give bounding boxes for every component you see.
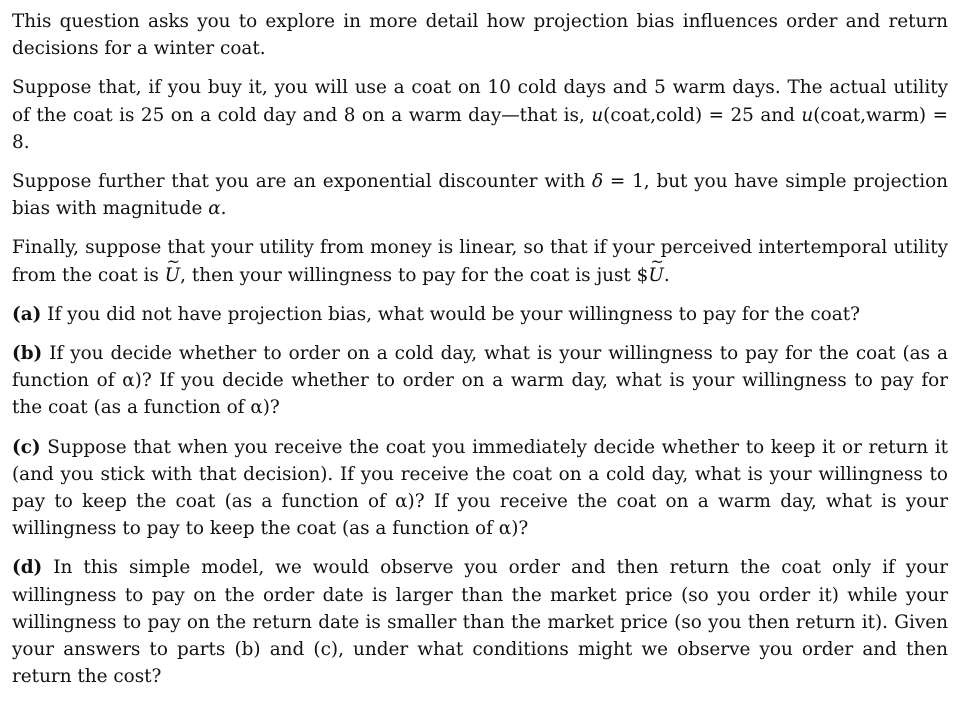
delta-symbol: δ [592,171,604,193]
utility-symbol-cold: u [591,104,604,126]
question-c [12,434,948,543]
discount-text-3: . [220,198,227,220]
discount-text-2: = 1, but you have simple projection bias with magnitude [12,171,948,220]
question-c-text: Suppose that when you receive the coat you immediately decide whether to keep it or return it (and you stick with that decision). If you receive the coat on a cold day, what is your willingness to pay to keep the coat (as a function of α)? If you receive the coat on a warm day, what is your willingness to pay to keep the coat (as a function of α)? [12,436,948,540]
discount-text-1: Suppose further that you are an exponential discounter with [12,171,593,193]
utility-symbol-warm: u [801,104,814,126]
intro-paragraph [12,8,948,62]
intro-text: This question asks you to explore in more detail how projection bias influences order and return decisions for a winter coat. [12,11,948,60]
u-tilde-symbol-2: ~ U [648,262,664,289]
question-d-label: (d) [12,557,43,579]
question-d-text: In this simple model, we would observe you order and then return the coat only if your willingness to pay on the order date is larger than the market price (so you order it) while your willingness to pay on the return date is smaller than the market price (so you then return it). Given your answers to parts (b) and (c), under what conditions might we observe you order and then return the cost? [12,557,948,688]
setup-text-1: Suppose that, if you buy it, you will use a coat on 10 cold days and 5 warm days. The actual utility of the coat is 25 on a cold day and 8 on a warm day—that is, [12,77,948,126]
utility-args-cold: (coat,cold) [603,104,703,126]
money-text-3: . [663,264,670,286]
question-b-text: If you decide whether to order on a cold day, what is your willingness to pay for the coat (as a function of α)? If you decide whether to order on a warm day, what is your willingness to pay for the coat (as a function of α)? [12,343,948,419]
money-text-2: , then your willingness to pay for the coat is just $ [180,264,649,286]
question-d [12,554,948,690]
utility-args-warm: (coat,warm) [813,104,927,126]
question-a [12,301,948,328]
question-c-label: (c) [12,436,41,458]
setup-eq-2: = 8. [12,104,948,153]
question-a-label: (a) [12,303,42,325]
question-a-text: If you did not have projection bias, what would be your willingness to pay for the coat? [41,303,860,325]
question-b-label: (b) [12,343,43,365]
alpha-symbol: α [208,198,221,220]
money-paragraph [12,234,948,288]
document-page [12,8,948,702]
question-b [12,340,948,422]
setup-paragraph [12,74,948,156]
setup-eq-1: = 25 and [702,104,802,126]
discount-paragraph [12,168,948,222]
money-text-1: Finally, suppose that your utility from money is linear, so that if your perceived intertemporal utility from the coat is [12,237,948,286]
u-tilde-symbol: ~ U [165,262,181,289]
